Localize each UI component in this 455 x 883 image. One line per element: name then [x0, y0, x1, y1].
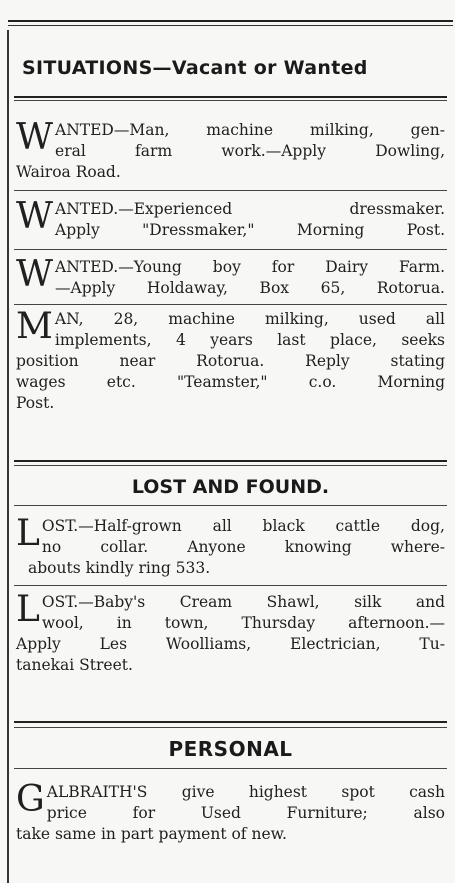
ad-divider: [14, 585, 447, 586]
ad-line: price for Used Furniture; also: [46, 804, 445, 822]
ad-line: ALBRAITH'S give highest spot cash: [46, 783, 445, 801]
ad-divider: [14, 304, 447, 305]
classified-ad: [16, 306, 445, 414]
section-title-personal: PERSONAL: [168, 737, 293, 761]
ad-divider: [14, 190, 447, 191]
ad-line: abouts kindly ring 533.: [28, 559, 211, 577]
section-rule: [14, 96, 447, 98]
ad-line: implements, 4 years last place, seeks: [54, 331, 445, 349]
section-rule: [14, 768, 447, 769]
ad-line: Post.: [16, 394, 55, 412]
classified-ad: [16, 196, 445, 241]
ad-line: Apply "Dressmaker," Morning Post.: [55, 221, 445, 239]
classified-ad: [16, 589, 445, 676]
section-title-lost-found: LOST AND FOUND.: [131, 476, 330, 498]
ad-line: no collar. Anyone knowing where-: [41, 538, 445, 556]
classified-ad: [16, 117, 445, 183]
section-rule: [14, 505, 447, 506]
ad-line: Wairoa Road.: [16, 163, 121, 181]
section-rule: [14, 721, 447, 723]
top-rule-thin: [8, 25, 453, 26]
ad-line: wages etc. "Teamster," c.o. Morning: [16, 373, 445, 391]
ad-line: take same in part payment of new.: [16, 825, 287, 843]
ad-line: tanekai Street.: [16, 656, 133, 674]
section-rule: [14, 460, 447, 462]
ad-line: OST.—Half-grown all black cattle dog,: [41, 517, 445, 535]
ad-line: —Apply Holdaway, Box 65, Rotorua.: [55, 279, 445, 297]
section-rule-thin: [14, 727, 447, 728]
ad-line: AN, 28, machine milking, used all: [54, 310, 445, 328]
classified-ad: [16, 779, 445, 845]
ad-line: eral farm work.—Apply Dowling,: [55, 142, 445, 160]
section-rule-thin: [14, 100, 447, 101]
drop-initial: L: [16, 589, 40, 630]
drop-initial: W: [16, 117, 54, 158]
ad-line: position near Rotorua. Reply stating: [16, 352, 445, 370]
section-title-situations: SITUATIONS—Vacant or Wanted: [22, 57, 368, 79]
drop-initial: W: [16, 196, 54, 237]
ad-divider: [14, 249, 447, 250]
ad-line: Apply Les Woolliams, Electrician, Tu-: [16, 635, 445, 653]
ad-line: ANTED.—Young boy for Dairy Farm.: [55, 258, 445, 276]
drop-initial: W: [16, 254, 54, 295]
ad-line: ANTED—Man, machine milking, gen-: [55, 121, 445, 139]
top-rule: [8, 20, 453, 22]
ad-line: wool, in town, Thursday afternoon.—: [41, 614, 445, 632]
classified-ad: [16, 254, 445, 299]
drop-initial: M: [16, 306, 53, 347]
section-rule-thin: [14, 465, 447, 466]
ad-line: OST.—Baby's Cream Shawl, silk and: [41, 593, 445, 611]
classified-ad: [16, 513, 445, 579]
ad-line: ANTED.—Experienced dressmaker.: [55, 200, 445, 218]
drop-initial: L: [16, 513, 40, 554]
column-rule: [7, 30, 9, 883]
drop-initial: G: [16, 779, 45, 820]
